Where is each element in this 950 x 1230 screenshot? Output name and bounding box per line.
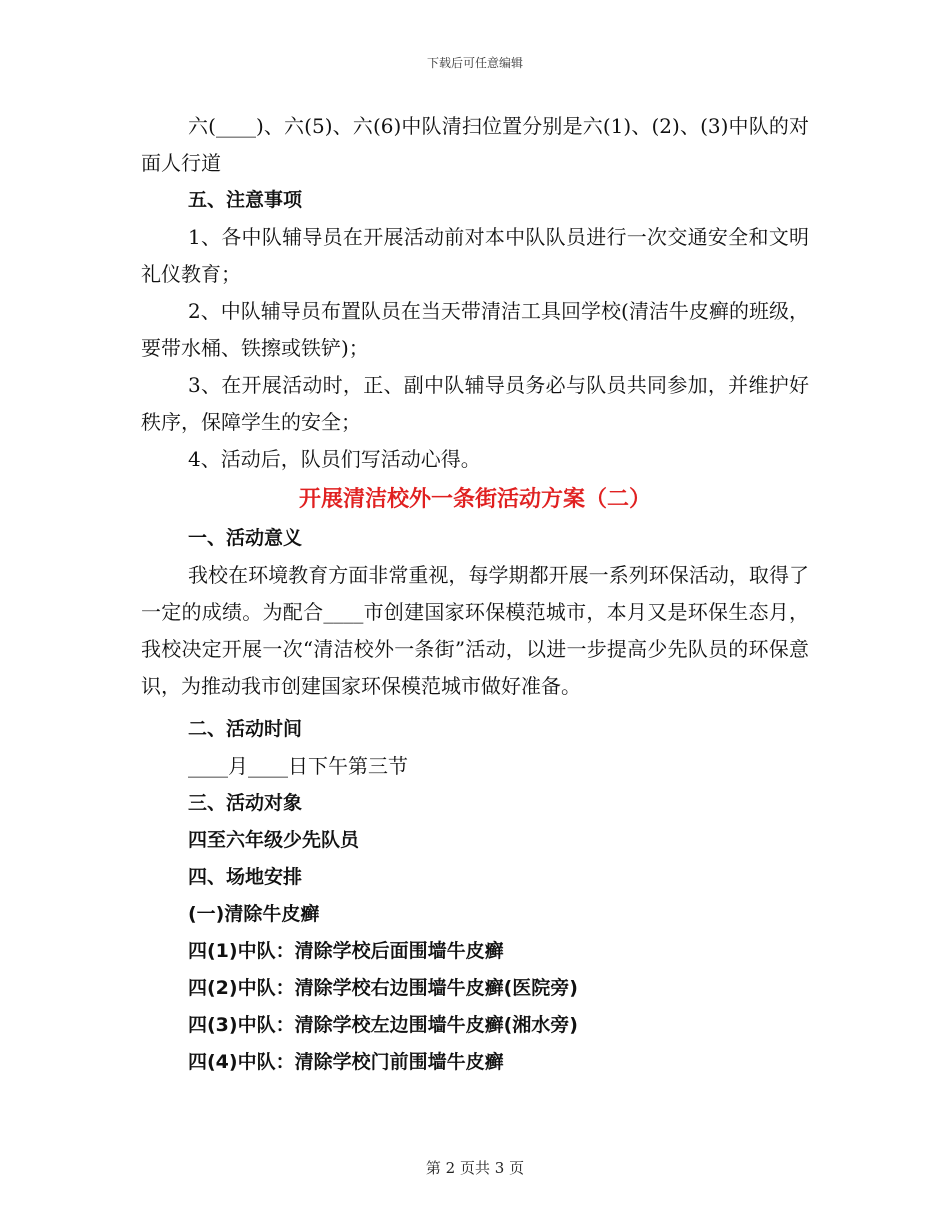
- section-title: 开展清洁校外一条街活动方案（二）: [298, 487, 651, 512]
- activity-time: ____月____日下午第三节: [188, 754, 408, 778]
- page-footer: 第 2 页共 3 页: [425, 1159, 525, 1177]
- note-3: 3、在开展活动时，正、副中队辅导员务必与队员共同参加，并维护好秩序，保障学生的安全；: [141, 373, 809, 434]
- assignment-3: 四(3)中队：清除学校左边围墙牛皮癣(湘水旁): [188, 1014, 578, 1036]
- document-body: [141, 108, 809, 1081]
- assignment-1: 四(1)中队：清除学校后面围墙牛皮癣: [188, 940, 504, 962]
- heading-target: 三、活动对象: [188, 792, 303, 814]
- page-header: 下载后可任意编辑: [426, 56, 523, 70]
- activity-target: 四至六年级少先队员: [188, 829, 360, 851]
- subheading-remove-ads: (一)清除牛皮癣: [188, 903, 320, 925]
- paragraph-significance: 我校在环境教育方面非常重视，每学期都开展一系列环保活动，取得了一定的成绩。为配合____市创建国家环保模范城市，本月又是环保生态月，我校决定开展一次“清洁校外一条街”活动，以进一步提高少先队员的环保意识，为推动我市创建国家环保模范城市做好准备。: [141, 563, 809, 698]
- note-2: 2、中队辅导员布置队员在当天带清洁工具回学校(清洁牛皮癣的班级，要带水桶、铁擦或铁铲)；: [141, 299, 809, 360]
- heading-time: 二、活动时间: [188, 718, 303, 740]
- assignment-2: 四(2)中队：清除学校右边围墙牛皮癣(医院旁): [188, 977, 578, 999]
- note-1: 1、各中队辅导员在开展活动前对本中队队员进行一次交通安全和文明礼仪教育；: [141, 225, 809, 286]
- heading-significance: 一、活动意义: [188, 527, 303, 549]
- note-4: 4、活动后，队员们写活动心得。: [188, 447, 481, 471]
- heading-venue: 四、场地安排: [188, 866, 303, 888]
- heading-notes: 五、注意事项: [188, 189, 303, 211]
- assignment-4: 四(4)中队：清除学校门前围墙牛皮癣: [188, 1051, 504, 1073]
- paragraph-positions: 六(____)、六(5)、六(6)中队清扫位置分别是六(1)、(2)、(3)中队的对面人行道: [141, 114, 809, 175]
